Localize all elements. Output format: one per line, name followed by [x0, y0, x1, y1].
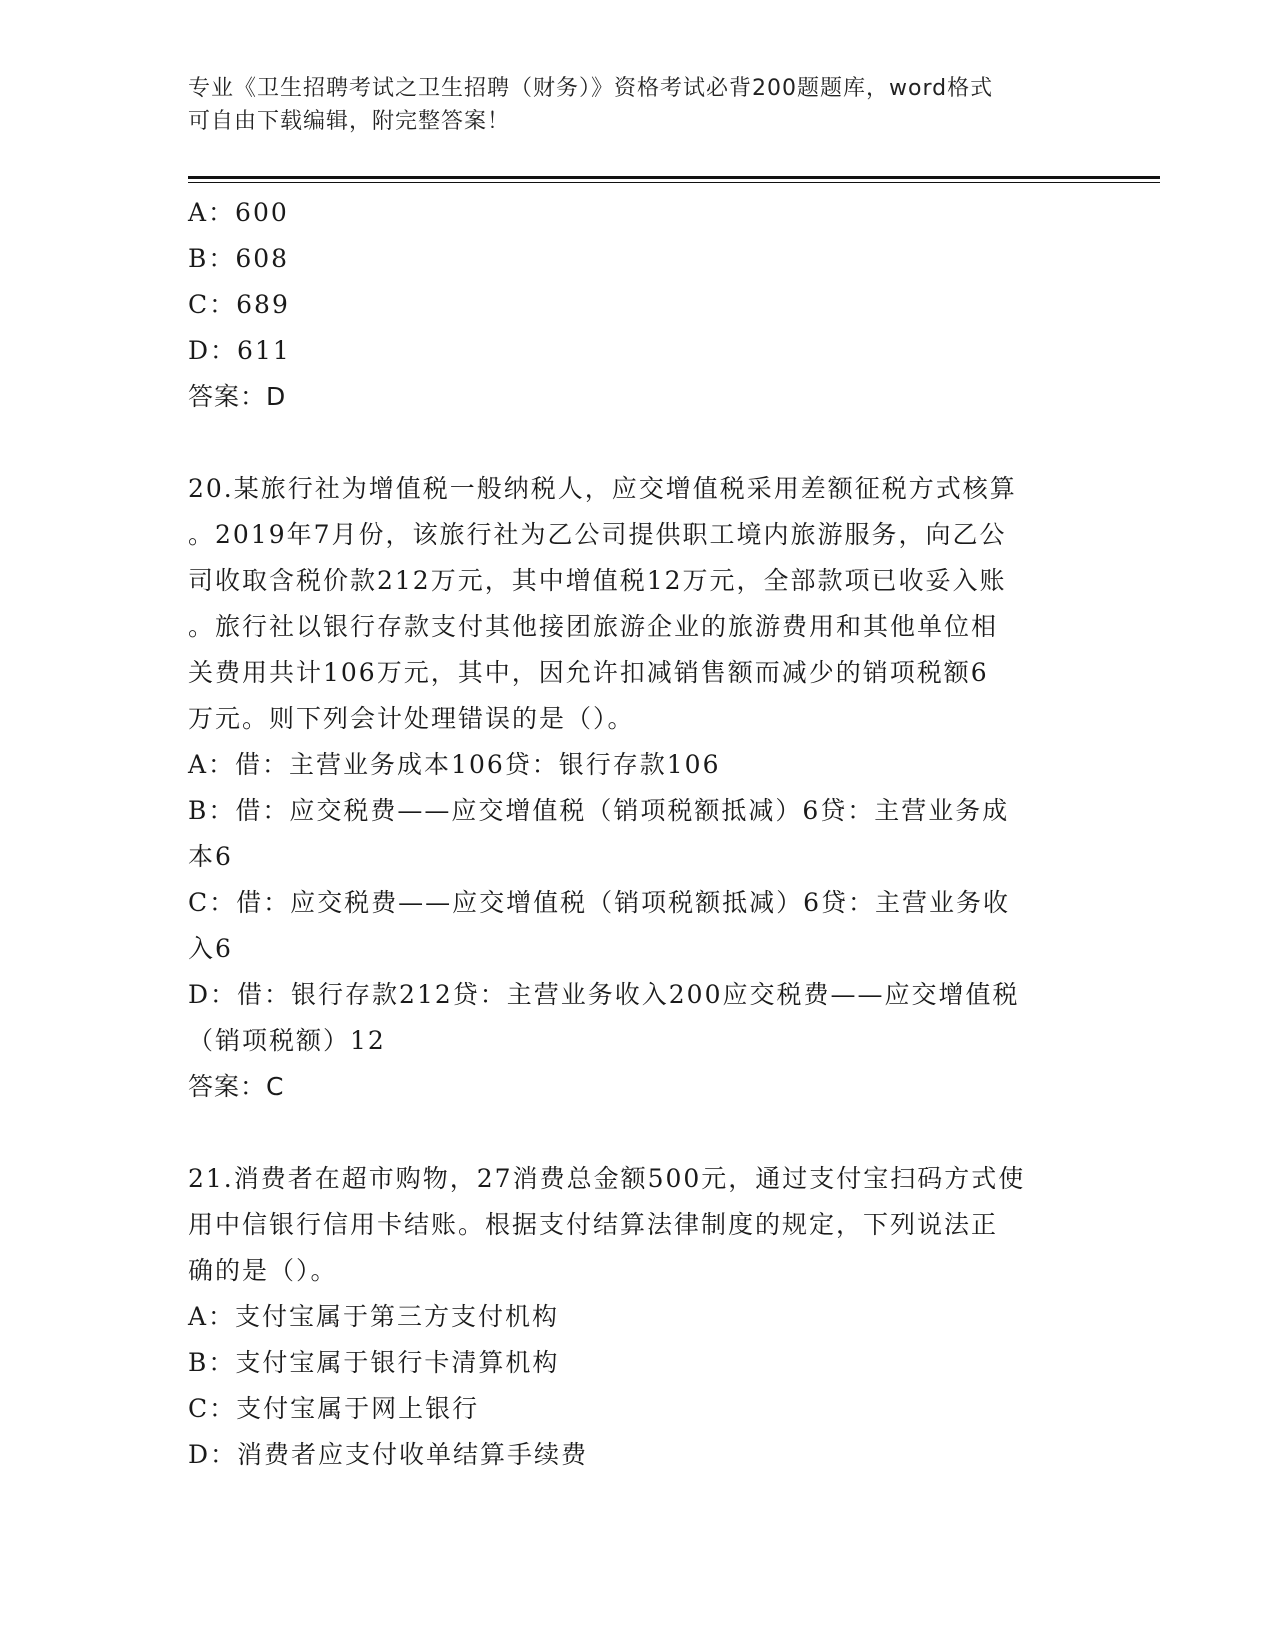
question-text-line: 21.消费者在超市购物，27消费总金额500元，通过支付宝扫码方式使 [188, 1164, 1026, 1193]
option-b: B：支付宝属于银行卡清算机构 [188, 1348, 560, 1377]
option-d-continued: （销项税额）12 [188, 1026, 386, 1055]
spacer [188, 420, 1088, 466]
document-body [188, 190, 1088, 1478]
spacer [188, 1110, 1088, 1156]
option-c: C：689 [188, 290, 290, 319]
question-19-options [188, 190, 1088, 420]
option-a: A：支付宝属于第三方支付机构 [188, 1302, 560, 1331]
question-text-line: 确的是（）。 [188, 1256, 338, 1285]
question-text-line: 司收取含税价款212万元，其中增值税12万元，全部款项已收妥入账 [188, 566, 1007, 595]
option-d: D：611 [188, 336, 291, 365]
option-c-continued: 入6 [188, 934, 233, 963]
option-c: C：支付宝属于网上银行 [188, 1394, 480, 1423]
option-a: A：600 [188, 198, 289, 227]
header-divider-thin [188, 182, 1160, 183]
document-header [188, 72, 1088, 138]
header-title-line-2: 可自由下载编辑，附完整答案！ [188, 109, 511, 134]
option-d: D：借：银行存款212贷：主营业务收入200应交税费——应交增值税 [188, 980, 1020, 1009]
answer-line: 答案：C [188, 1072, 285, 1101]
header-divider-thick [188, 176, 1160, 179]
option-d: D：消费者应支付收单结算手续费 [188, 1440, 589, 1469]
question-21 [188, 1156, 1088, 1478]
question-text-line: 万元。则下列会计处理错误的是（）。 [188, 704, 635, 733]
question-text-line: 用中信银行信用卡结账。根据支付结算法律制度的规定，下列说法正 [188, 1210, 999, 1239]
question-text-line: 。旅行社以银行存款支付其他接团旅游企业的旅游费用和其他单位相 [188, 612, 999, 641]
option-c: C：借：应交税费——应交增值税（销项税额抵减）6贷：主营业务收 [188, 888, 1011, 917]
question-20 [188, 466, 1088, 1110]
option-b: B：借：应交税费——应交增值税（销项税额抵减）6贷：主营业务成 [188, 796, 1010, 825]
option-a: A：借：主营业务成本106贷：银行存款106 [188, 750, 721, 779]
question-text-line: 。2019年7月份，该旅行社为乙公司提供职工境内旅游服务，向乙公 [188, 520, 1007, 549]
option-b: B：608 [188, 244, 290, 273]
question-text-line: 关费用共计106万元，其中，因允许扣减销售额而减少的销项税额6 [188, 658, 989, 687]
question-text-line: 20.某旅行社为增值税一般纳税人，应交增值税采用差额征税方式核算 [188, 474, 1017, 503]
header-title-line-1: 专业《卫生招聘考试之卫生招聘（财务）》资格考试必背200题题库，word格式 [188, 76, 994, 101]
answer-line: 答案：D [188, 382, 287, 411]
option-b-continued: 本6 [188, 842, 233, 871]
